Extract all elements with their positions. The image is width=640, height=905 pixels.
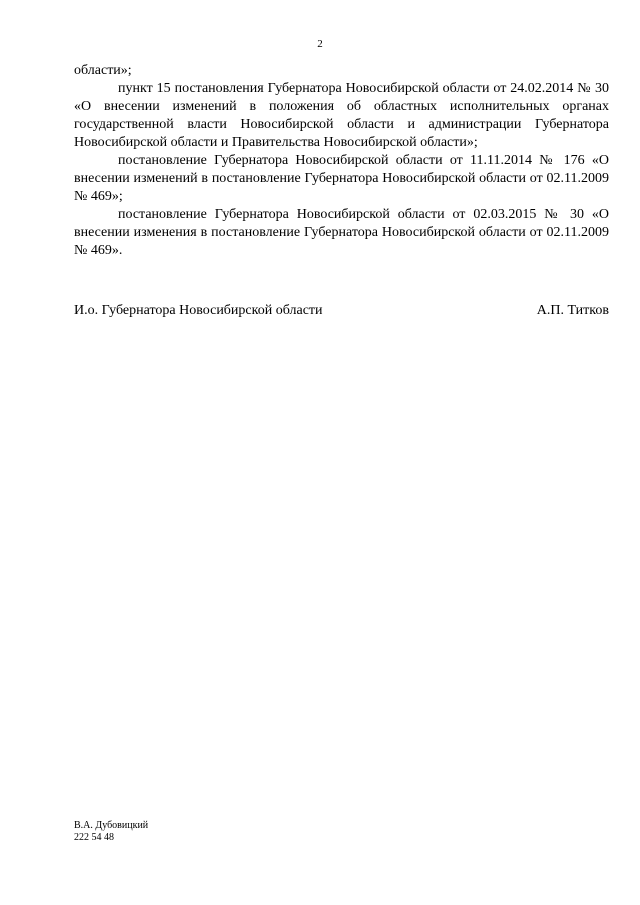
- executor-name: В.А. Дубовицкий: [74, 820, 149, 831]
- paragraph-item-3: постановление Губернатора Новосибирской области от 02.03.2015 № 30 «О внесении изменения в постановление Губернатора Новосибирской области от 02.11.2009 № 469».: [74, 207, 609, 258]
- paragraph-item-1: пункт 15 постановления Губернатора Новосибирской области от 24.02.2014 № 30 «О внесении изменений в положения об областных исполнительных органах государственной власти Новосибирской области и администрации Губернатора Новосибирской области и Правительства Новосибирской области»;: [74, 81, 609, 150]
- executor-phone: 222 54 48: [74, 832, 114, 843]
- paragraph-continuation: области»;: [74, 63, 132, 78]
- signature-block: [74, 303, 609, 319]
- executor-block: [74, 820, 148, 844]
- signatory-position: И.о. Губернатора Новосибирской области: [74, 303, 323, 318]
- signatory-name: А.П. Титков: [536, 303, 609, 318]
- document-body: [74, 62, 609, 260]
- paragraph-item-2: постановление Губернатора Новосибирской области от 11.11.2014 № 176 «О внесении изменений в постановление Губернатора Новосибирской области от 02.11.2009 № 469»;: [74, 153, 609, 204]
- page-number: 2: [317, 38, 323, 50]
